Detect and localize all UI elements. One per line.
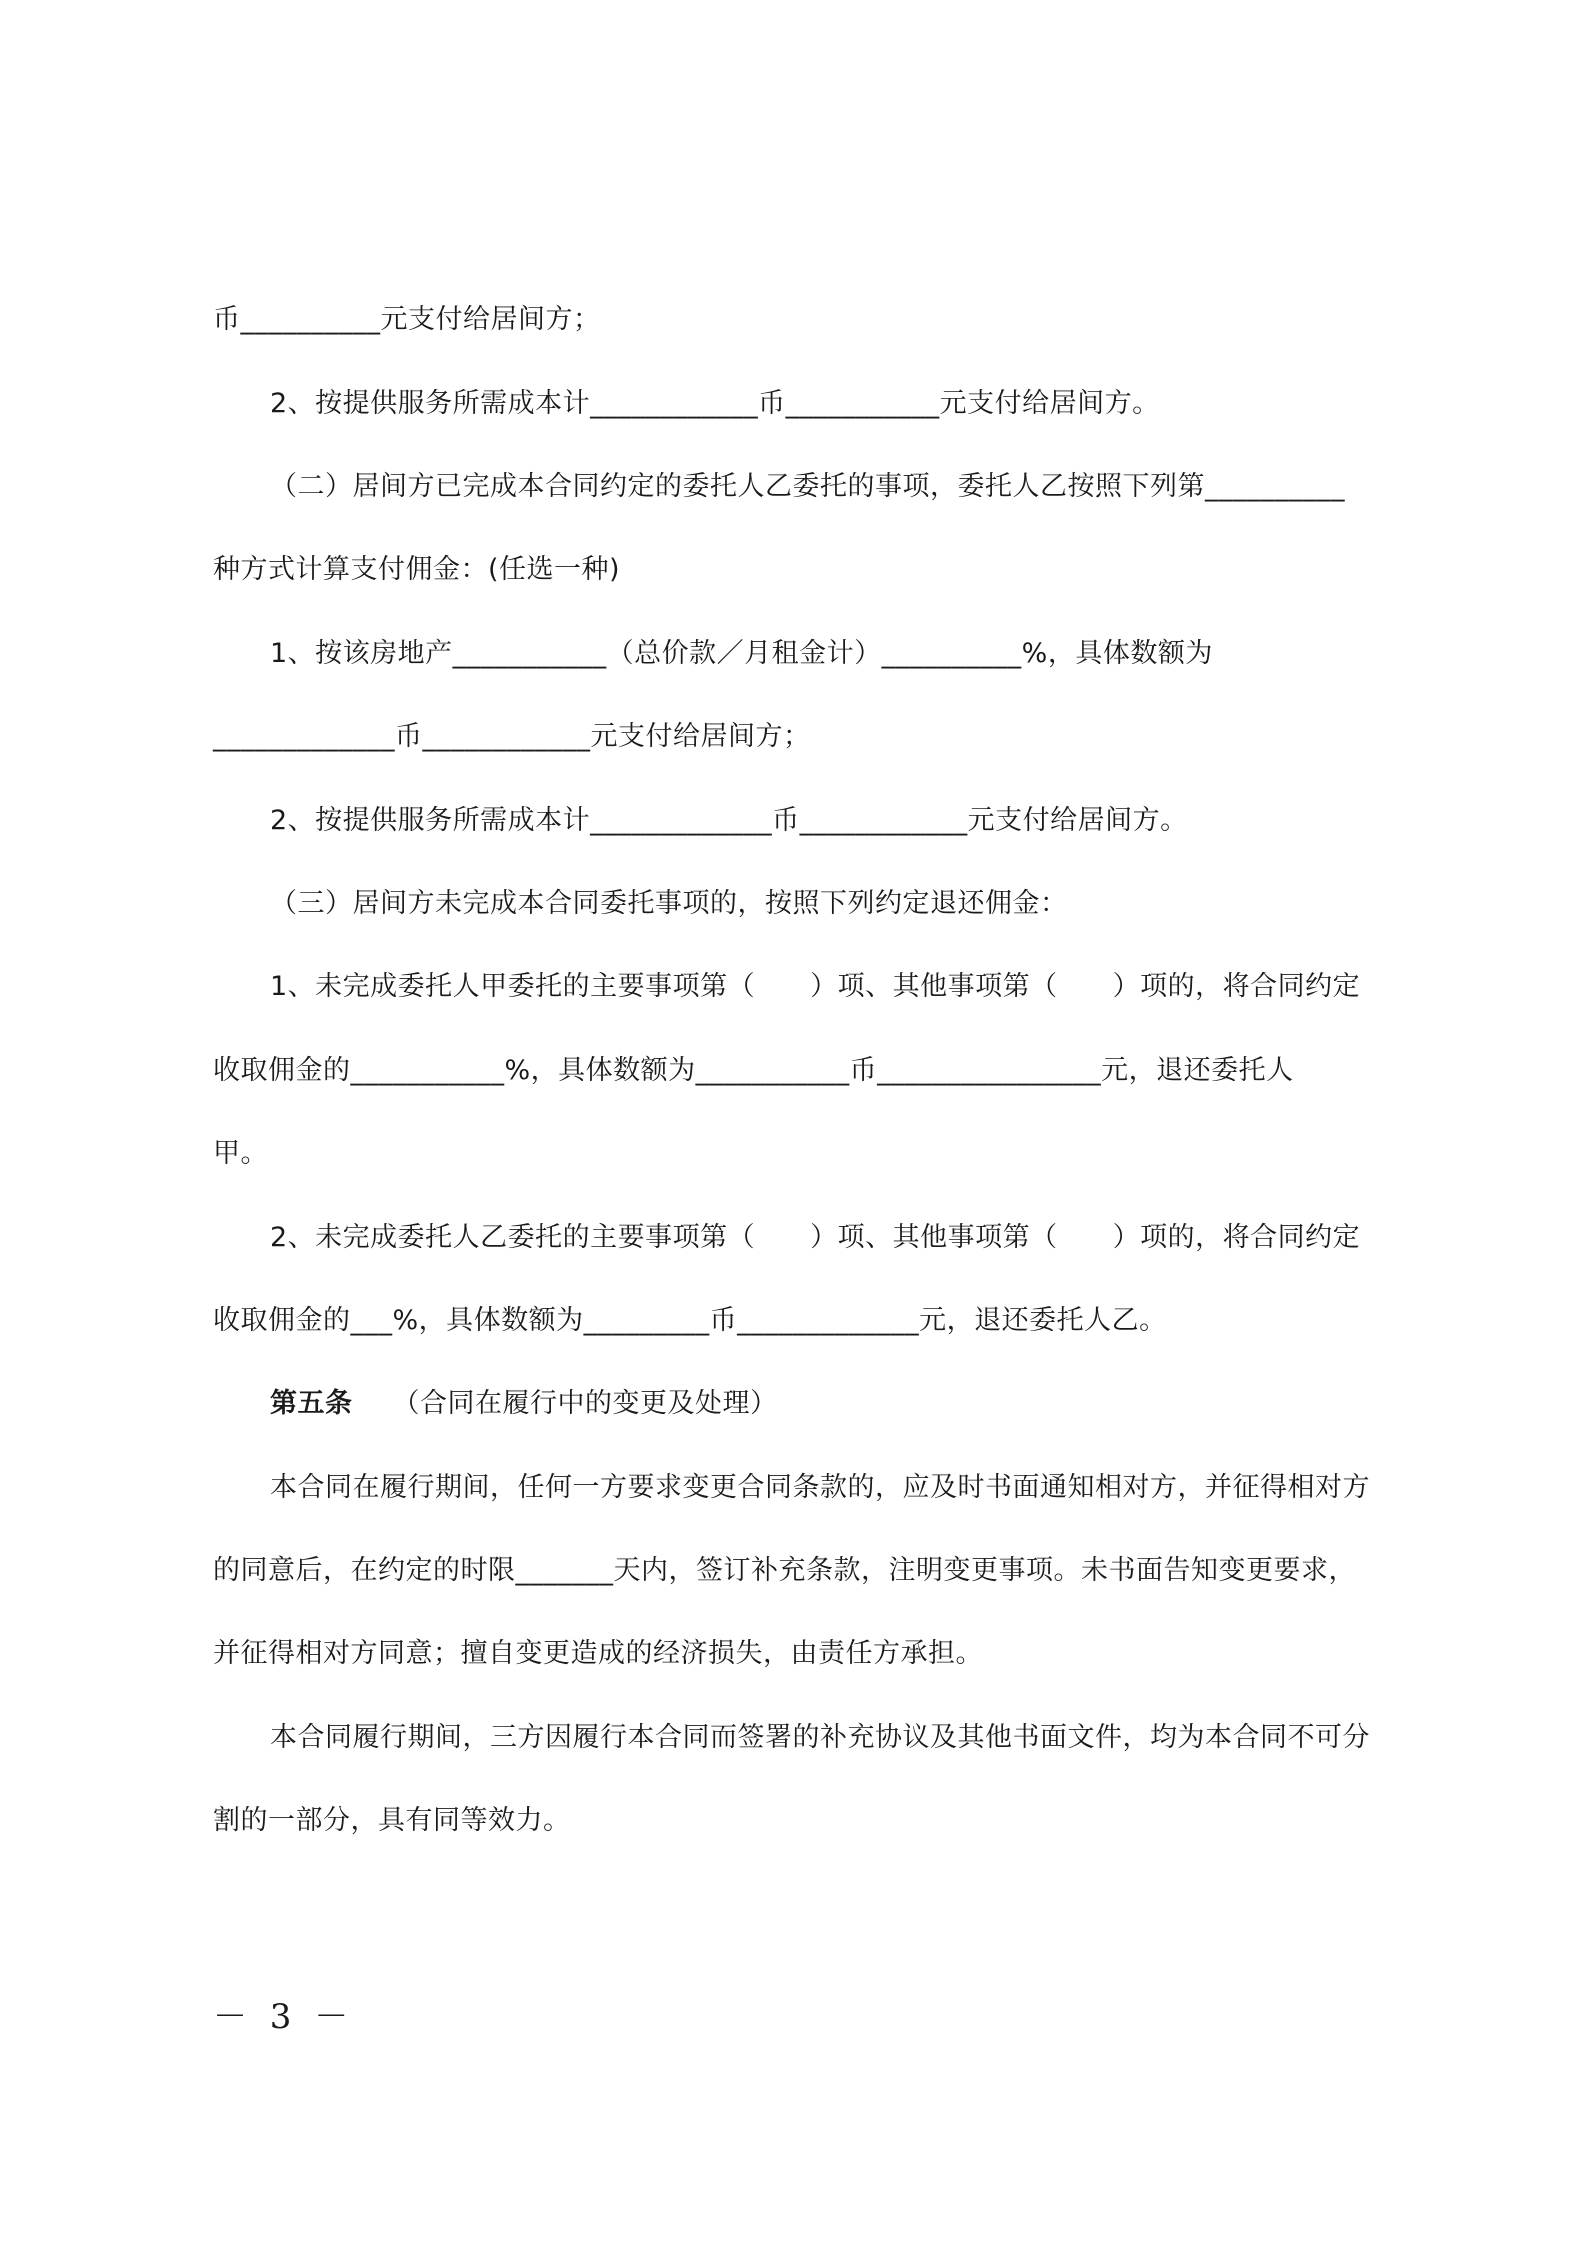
- text-line: 2、未完成委托人乙委托的主要事项第（ ）项、其他事项第（ ）项的，将合同约定: [270, 1222, 1361, 1253]
- text-line: 本合同在履行期间，任何一方要求变更合同条款的，应及时书面通知相对方，并征得相对方: [270, 1472, 1370, 1503]
- text-line: （二）居间方已完成本合同约定的委托人乙委托的事项，委托人乙按照下列第__________: [270, 471, 1345, 502]
- text-line: 本合同履行期间，三方因履行本合同而签署的补充协议及其他书面文件，均为本合同不可分: [270, 1722, 1370, 1753]
- page-number: － 3 －: [213, 1997, 355, 2037]
- text-line: 种方式计算支付佣金：(任选一种): [213, 554, 621, 585]
- article-label: 第五条: [270, 1388, 353, 1419]
- text-line: 收取佣金的___________%，具体数额为___________币________________元，退还委托人: [213, 1055, 1294, 1086]
- text-line: （三）居间方未完成本合同委托事项的，按照下列约定退还佣金：: [270, 888, 1068, 919]
- text-line: 甲。: [213, 1138, 268, 1169]
- text-line: 割的一部分，具有同等效力。: [213, 1805, 571, 1836]
- text-line: 2、按提供服务所需成本计_____________币____________元支付给居间方。: [270, 805, 1188, 836]
- article-heading: [270, 1384, 1390, 1424]
- text-line: 1、按该房地产___________（总价款／月租金计）__________%，具体数额为: [270, 638, 1213, 669]
- text-line: 1、未完成委托人甲委托的主要事项第（ ）项、其他事项第（ ）项的，将合同约定: [270, 971, 1361, 1002]
- article-title: （合同在履行中的变更及处理）: [392, 1388, 778, 1419]
- text-line: 2、按提供服务所需成本计____________币___________元支付给居间方。: [270, 388, 1160, 419]
- text-line: 的同意后，在约定的时限_______天内，签订补充条款，注明变更事项。未书面告知变更要求，: [213, 1555, 1356, 1586]
- text-line: 并征得相对方同意；擅自变更造成的经济损失，由责任方承担。: [213, 1638, 983, 1669]
- text-line: _____________币____________元支付给居间方；: [213, 721, 811, 752]
- text-line: 收取佣金的___%，具体数额为_________币_____________元，退还委托人乙。: [213, 1305, 1167, 1336]
- text-line: 币__________元支付给居间方；: [213, 304, 601, 335]
